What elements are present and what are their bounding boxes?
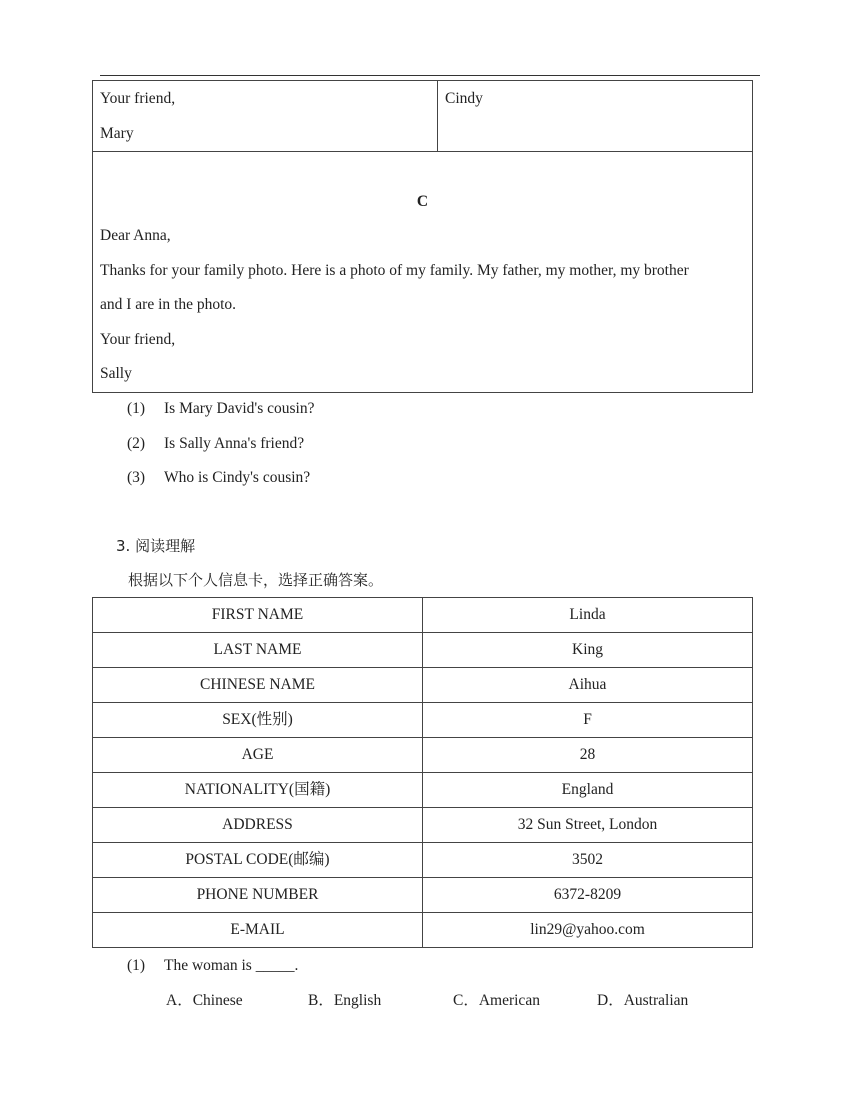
letter-c-title: C [416, 193, 429, 210]
info-value: Aihua [423, 668, 753, 703]
letter-c-body-line: Thanks for your family photo. Here is a photo of my family. My father, my mother, my brother [100, 261, 689, 279]
section3-instruction: 根据以下个人信息卡，选择正确答案。 [128, 571, 384, 589]
info-key: SEX(性别) [93, 703, 423, 738]
question-number: (1) [127, 400, 146, 417]
info-row [93, 843, 753, 878]
info-value: King [423, 633, 753, 668]
letters-table [92, 80, 753, 393]
info-value: 6372-8209 [423, 878, 753, 913]
info-key: ADDRESS [93, 808, 423, 843]
info-key: AGE [93, 738, 423, 773]
info-row [93, 738, 753, 773]
info-row [93, 703, 753, 738]
question-text: Who is Cindy's cousin? [164, 469, 311, 486]
section2-questions [127, 392, 314, 496]
question-text: The woman is _____. [164, 957, 299, 974]
answer-options [166, 985, 726, 1017]
letter-c-closing: Your friend, [100, 330, 176, 348]
info-row [93, 808, 753, 843]
info-value: 32 Sun Street, London [423, 808, 753, 843]
question-item [127, 392, 314, 427]
info-row [93, 598, 753, 633]
info-value: Linda [423, 598, 753, 633]
info-row [93, 878, 753, 913]
info-value: England [423, 773, 753, 808]
question-item [127, 461, 314, 496]
letter-c-row [93, 152, 753, 393]
info-key: POSTAL CODE(邮编) [93, 843, 423, 878]
letter-c-greeting: Dear Anna, [100, 227, 171, 244]
letter-c-cell [93, 152, 753, 393]
info-value: F [423, 703, 753, 738]
info-row [93, 913, 753, 948]
info-key: FIRST NAME [93, 598, 423, 633]
question-text: Is Mary David's cousin? [164, 400, 315, 417]
info-key: NATIONALITY(国籍) [93, 773, 423, 808]
option-a[interactable]: A．Chinese [166, 992, 243, 1009]
letter-b-signature: Mary [100, 124, 134, 142]
info-value: 28 [423, 738, 753, 773]
option-c[interactable]: C．American [453, 992, 540, 1009]
question-number: (2) [127, 434, 146, 452]
letter-c-body-line: and I are in the photo. [100, 296, 237, 313]
letter-b-right-signature: Cindy [445, 90, 483, 107]
question-text: Is Sally Anna's friend? [164, 434, 305, 452]
option-d[interactable]: D．Australian [597, 992, 689, 1009]
question-number: (1) [127, 957, 146, 974]
letter-b-closing-right [438, 81, 753, 152]
option-b[interactable]: B．English [308, 992, 382, 1009]
info-value: 3502 [423, 843, 753, 878]
letter-b-closing-line: Your friend, [100, 90, 176, 107]
info-key: E-MAIL [93, 913, 423, 948]
info-row [93, 633, 753, 668]
info-key: LAST NAME [93, 633, 423, 668]
info-key: CHINESE NAME [93, 668, 423, 703]
info-key: PHONE NUMBER [93, 878, 423, 913]
info-row [93, 668, 753, 703]
question3-1 [127, 950, 298, 982]
letter-b-closing-left [93, 81, 438, 152]
letter-c-signature: Sally [100, 365, 132, 382]
section3-title: 3. 阅读理解 [116, 537, 196, 555]
header-rule [100, 75, 760, 76]
letter-b-closing-row [93, 81, 753, 152]
info-card-table [92, 597, 753, 948]
info-row [93, 773, 753, 808]
question-item [127, 427, 314, 462]
question-number: (3) [127, 469, 146, 486]
info-value: lin29@yahoo.com [423, 913, 753, 948]
